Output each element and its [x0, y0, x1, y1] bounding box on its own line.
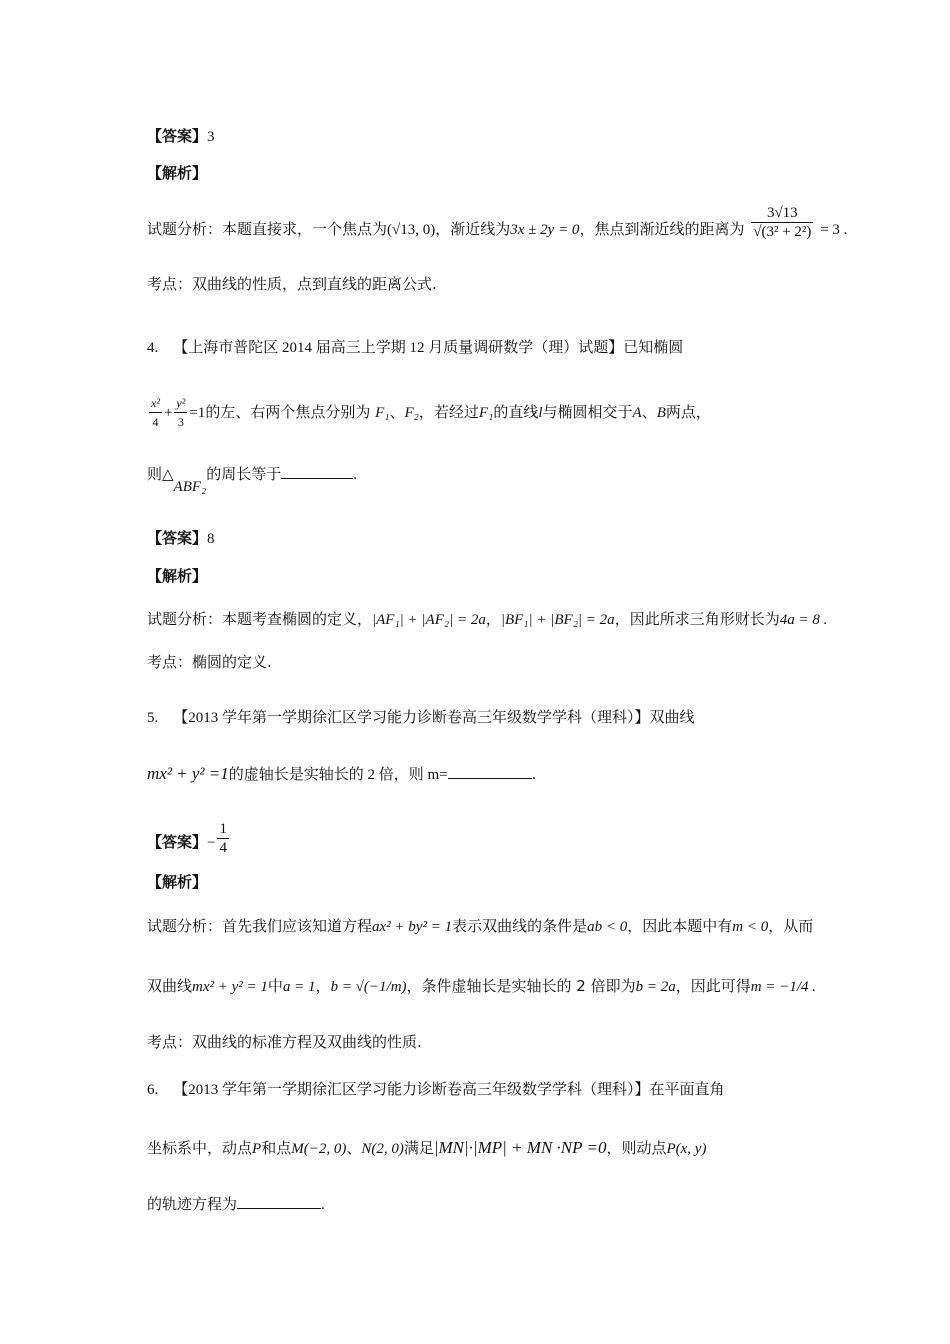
q3-analysis-label: 【解析】 — [147, 164, 208, 182]
q6-answer-blank — [237, 1194, 321, 1209]
q3-answer: 【答案】3 — [147, 127, 215, 145]
q4-x-fraction: $\frac{\text{x²}}{4}$ — [151, 396, 160, 429]
q5-answer-blank — [448, 764, 532, 779]
q4-answer-blank — [281, 464, 353, 479]
q4-question-line: 则△ABF₂的周长等于 . — [147, 464, 357, 485]
q5-analysis-1: 试题分析：首先我们应该知道方程ax² + by² = 1表示双曲线的条件是ab < 0，因此本题中有m < 0，从而 — [147, 917, 814, 935]
q3-kaodian: 考点：双曲线的性质，点到直线的距离公式. — [147, 275, 437, 293]
q5-kaodian: 考点：双曲线的标准方程及双曲线的性质. — [147, 1033, 422, 1051]
q5-analysis-2: 双曲线mx² + y² = 1中a = 1，b = √(−1/m)，条件虚轴长是实轴长的 2 倍即为b = 2a，因此可得m = −1/4 . — [147, 977, 817, 995]
q5-answer-fraction: $\frac{1}{4}$ — [219, 821, 227, 856]
q4-source: 4. 【上海市普陀区 2014 届高三上学期 12 月质量调研数学（理）试题】已知椭圆 — [147, 340, 684, 356]
q5-source: 5. 【2013 学年第一学期徐汇区学习能力诊断卷高三年级数学学科（理科）】双曲线 — [147, 710, 695, 726]
q4-analysis: 试题分析：本题考查椭圆的定义，|AF₁| + |AF₂| = 2a，|BF₁| + |BF₂| = 2a，因此所求三角形财长为4a = 8 . — [147, 610, 828, 628]
q3-distance-fraction: $\frac{3√13}{\text{√(3² + 2²)}}$ — [753, 205, 812, 240]
q4-ellipse-line: $\frac{\text{x²}}{4}$ + $\frac{\text{y²}}{3}$ =1的左、右两个焦点分别为 F₁、F₂，若经过F₁的直线l与椭圆相交于A、B两点， — [151, 396, 711, 429]
q4-answer: 【答案】8 — [147, 529, 215, 547]
q4-kaodian: 考点：椭圆的定义. — [147, 653, 272, 671]
q5-analysis-label: 【解析】 — [147, 873, 208, 891]
q3-analysis: 试题分析：本题直接求，一个焦点为(√13, 0)，渐近线为3x ± 2y = 0，焦点到渐近线的距离为 $\frac{3√13}{\text{√(3² + 2²)}}$ = 3 . — [147, 205, 848, 240]
q5-answer: 【答案】− $\frac{1}{4}$ — [147, 821, 227, 856]
q6-question-line: 的轨迹方程为 . — [147, 1194, 325, 1215]
q6-source: 6. 【2013 学年第一学期徐汇区学习能力诊断卷高三年级数学学科（理科）】在平面直角 — [147, 1082, 725, 1098]
q4-analysis-label: 【解析】 — [147, 567, 208, 585]
q5-eq-line: mx² + y² =1的虚轴长是实轴长的 2 倍，则 m= . — [147, 764, 537, 783]
q6-condition-line: 坐标系中，动点P和点M(−2, 0)、N(2, 0)满足|MN|·|MP| + MN ·NP =0，则动点P(x, y) — [147, 1138, 707, 1157]
q4-y-fraction: $\frac{\text{y²}}{3}$ — [176, 396, 186, 429]
